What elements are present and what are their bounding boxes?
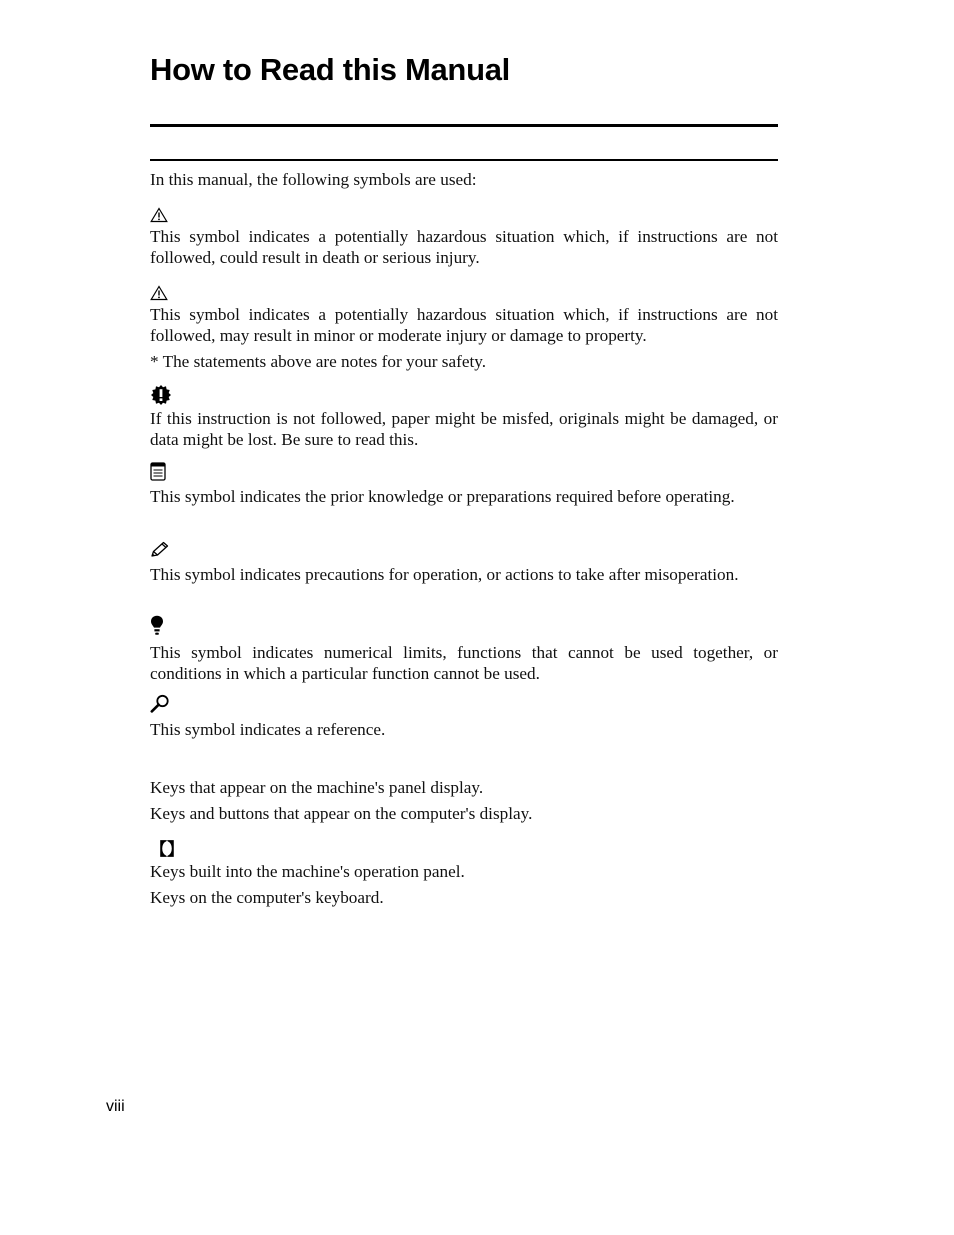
key-brackets-symbol: 【】	[150, 840, 184, 860]
pencil-icon	[150, 541, 170, 558]
warning-description: This symbol indicates a potentially hazardous situation which, if instructions are not followed, could result in death or serious injury.	[150, 227, 778, 267]
intro-text: In this manual, the following symbols are used:	[150, 170, 477, 189]
lightbulb-icon	[150, 615, 164, 636]
page-number: viii	[106, 1098, 125, 1115]
title-rule-bottom	[150, 159, 778, 161]
page-title: How to Read this Manual	[150, 52, 510, 87]
computer-display-keys-text: Keys and buttons that appear on the computer's display.	[150, 804, 533, 823]
operation-panel-keys-text: Keys built into the machine's operation panel.	[150, 862, 465, 881]
note-description: This symbol indicates precautions for operation, or actions to take after misoperation.	[150, 565, 739, 584]
reference-description: This symbol indicates a reference.	[150, 720, 386, 739]
caution-description: This symbol indicates a potentially hazardous situation which, if instructions are not followed, may result in minor or moderate injury or damage to property.	[150, 305, 778, 345]
warning-triangle-icon	[150, 207, 168, 223]
magnifier-icon	[150, 694, 170, 713]
notepad-icon	[150, 462, 166, 481]
limitation-description: This symbol indicates numerical limits, functions that cannot be used together, or conditions in which a particular function cannot be used.	[150, 643, 778, 683]
caution-triangle-icon	[150, 285, 168, 301]
title-rule-top	[150, 124, 778, 127]
panel-display-keys-text: Keys that appear on the machine's panel display.	[150, 778, 484, 797]
important-badge-icon	[150, 385, 172, 405]
preparation-description: This symbol indicates the prior knowledge or preparations required before operating.	[150, 487, 735, 506]
safety-note: * The statements above are notes for your safety.	[150, 352, 486, 371]
important-description: If this instruction is not followed, paper might be misfed, originals might be damaged, or data might be lost. Be sure to read this.	[150, 409, 778, 449]
keyboard-keys-text: Keys on the computer's keyboard.	[150, 888, 384, 907]
